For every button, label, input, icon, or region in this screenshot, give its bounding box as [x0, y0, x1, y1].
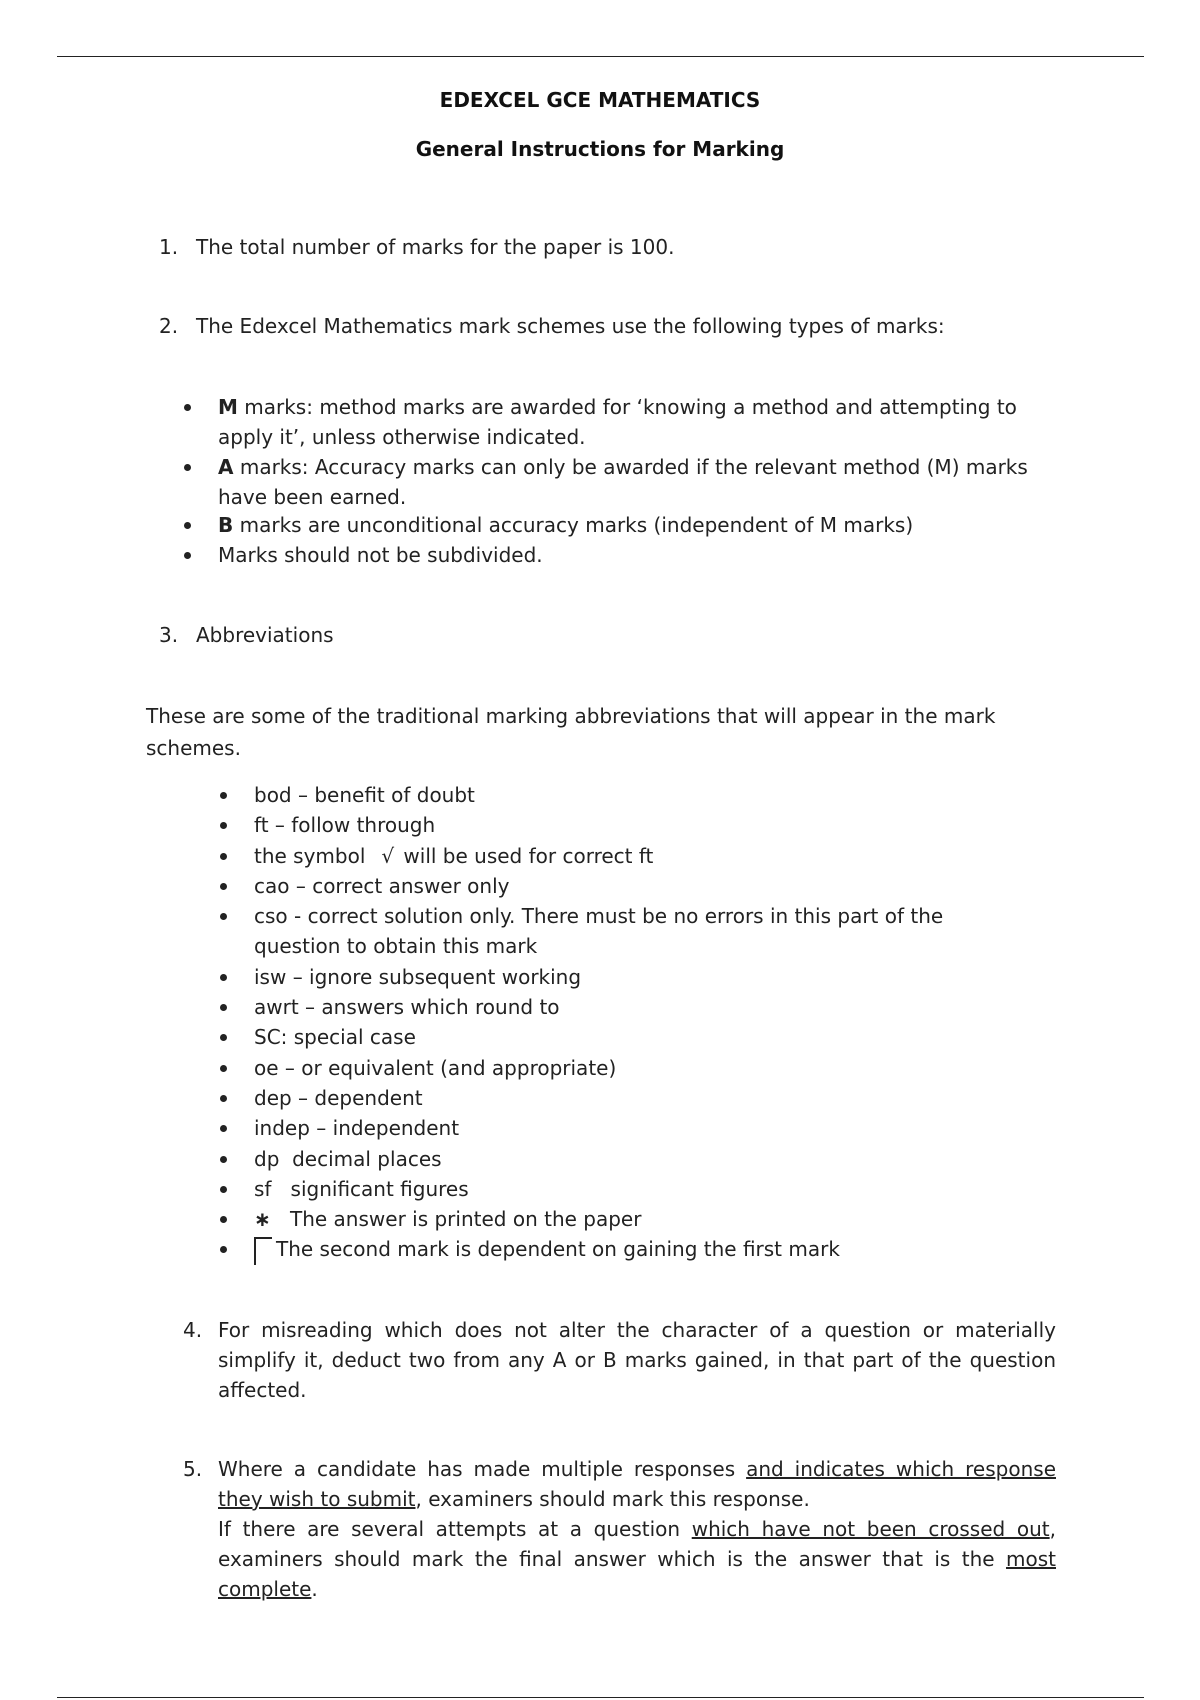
item-5-paragraph-1: Where a candidate has made multiple responses and indicates which response they wish to submit, examiners should mark this response.	[218, 1457, 1056, 1511]
list-item: awrt – answers which round to	[254, 992, 1014, 1022]
item-4-number: 4.	[183, 1318, 203, 1342]
list-item: SC: special case	[254, 1022, 1014, 1052]
list-item: indep – independent	[254, 1113, 1014, 1143]
item-1-number: 1.	[159, 235, 179, 259]
abbreviations-intro: These are some of the traditional marking abbreviations that will appear in the mark schemes.	[146, 704, 996, 760]
list-item: isw – ignore subsequent working	[254, 962, 1014, 992]
list-item: cso - correct solution only. There must be no errors in this part of the question to obtain this mark	[254, 901, 1014, 962]
item-1-text: The total number of marks for the paper is 100.	[196, 235, 675, 259]
list-item: bod – benefit of doubt	[254, 780, 1014, 810]
list-item: the symbol √ will be used for correct ft	[254, 841, 1014, 871]
list-item: dp decimal places	[254, 1144, 1014, 1174]
item-5-number: 5.	[183, 1457, 203, 1481]
bullet-icon	[184, 464, 191, 471]
bullet-icon	[220, 853, 227, 860]
bullet-icon	[184, 522, 191, 529]
bullet-icon	[220, 792, 227, 799]
item-4-text: For misreading which does not alter the character of a question or materially simplify it, deduct two from any A or B marks gained, in that part of the question affected.	[218, 1318, 1056, 1402]
bullet-icon	[220, 913, 227, 920]
bullet-icon	[220, 883, 227, 890]
bullet-icon	[220, 1156, 227, 1163]
dependency-bracket-icon	[254, 1237, 272, 1265]
bullet-icon	[220, 974, 227, 981]
bullet-icon	[184, 404, 191, 411]
list-item: M marks: method marks are awarded for ‘knowing a method and attempting to apply it’, unless otherwise indicated.	[218, 392, 1058, 452]
bullet-icon	[220, 1065, 227, 1072]
bottom-rule	[57, 1697, 1144, 1698]
item-2-number: 2.	[159, 314, 179, 338]
list-item: ft – follow through	[254, 810, 1014, 840]
mark-types-list	[218, 392, 1058, 570]
list-item: Marks should not be subdivided.	[218, 540, 1058, 570]
list-item: A marks: Accuracy marks can only be awarded if the relevant method (M) marks have been earned.	[218, 452, 1058, 512]
abbreviations-list	[254, 780, 1014, 1265]
top-rule	[57, 56, 1144, 57]
bullet-icon	[220, 1186, 227, 1193]
check-root-icon: √	[381, 843, 395, 868]
bullet-icon	[220, 1246, 227, 1253]
item-2-text: The Edexcel Mathematics mark schemes use the following types of marks:	[196, 314, 945, 338]
list-item: oe – or equivalent (and appropriate)	[254, 1053, 1014, 1083]
bullet-icon	[220, 822, 227, 829]
list-item: dep – dependent	[254, 1083, 1014, 1113]
list-item: sf significant figures	[254, 1174, 1014, 1204]
bullet-icon	[220, 1034, 227, 1041]
bullet-icon	[220, 1095, 227, 1102]
asterisk-icon: ∗	[254, 1207, 271, 1232]
item-3-text: Abbreviations	[196, 623, 334, 647]
list-item: cao – correct answer only	[254, 871, 1014, 901]
list-item: ∗ The answer is printed on the paper	[254, 1204, 1014, 1234]
bullet-icon	[220, 1216, 227, 1223]
item-5-paragraph-2: If there are several attempts at a question which have not been crossed out, examiners should mark the final answer which is the answer that is the most complete.	[218, 1517, 1056, 1601]
page-title: EDEXCEL GCE MATHEMATICS	[439, 88, 761, 112]
bullet-icon	[184, 552, 191, 559]
page-subtitle: General Instructions for Marking	[415, 137, 785, 161]
item-5-text	[218, 1454, 1056, 1604]
list-item: B marks are unconditional accuracy marks (independent of M marks)	[218, 510, 1058, 540]
bullet-icon	[220, 1004, 227, 1011]
list-item: The second mark is dependent on gaining the first mark	[254, 1234, 1014, 1265]
bullet-icon	[220, 1125, 227, 1132]
item-3-number: 3.	[159, 623, 179, 647]
